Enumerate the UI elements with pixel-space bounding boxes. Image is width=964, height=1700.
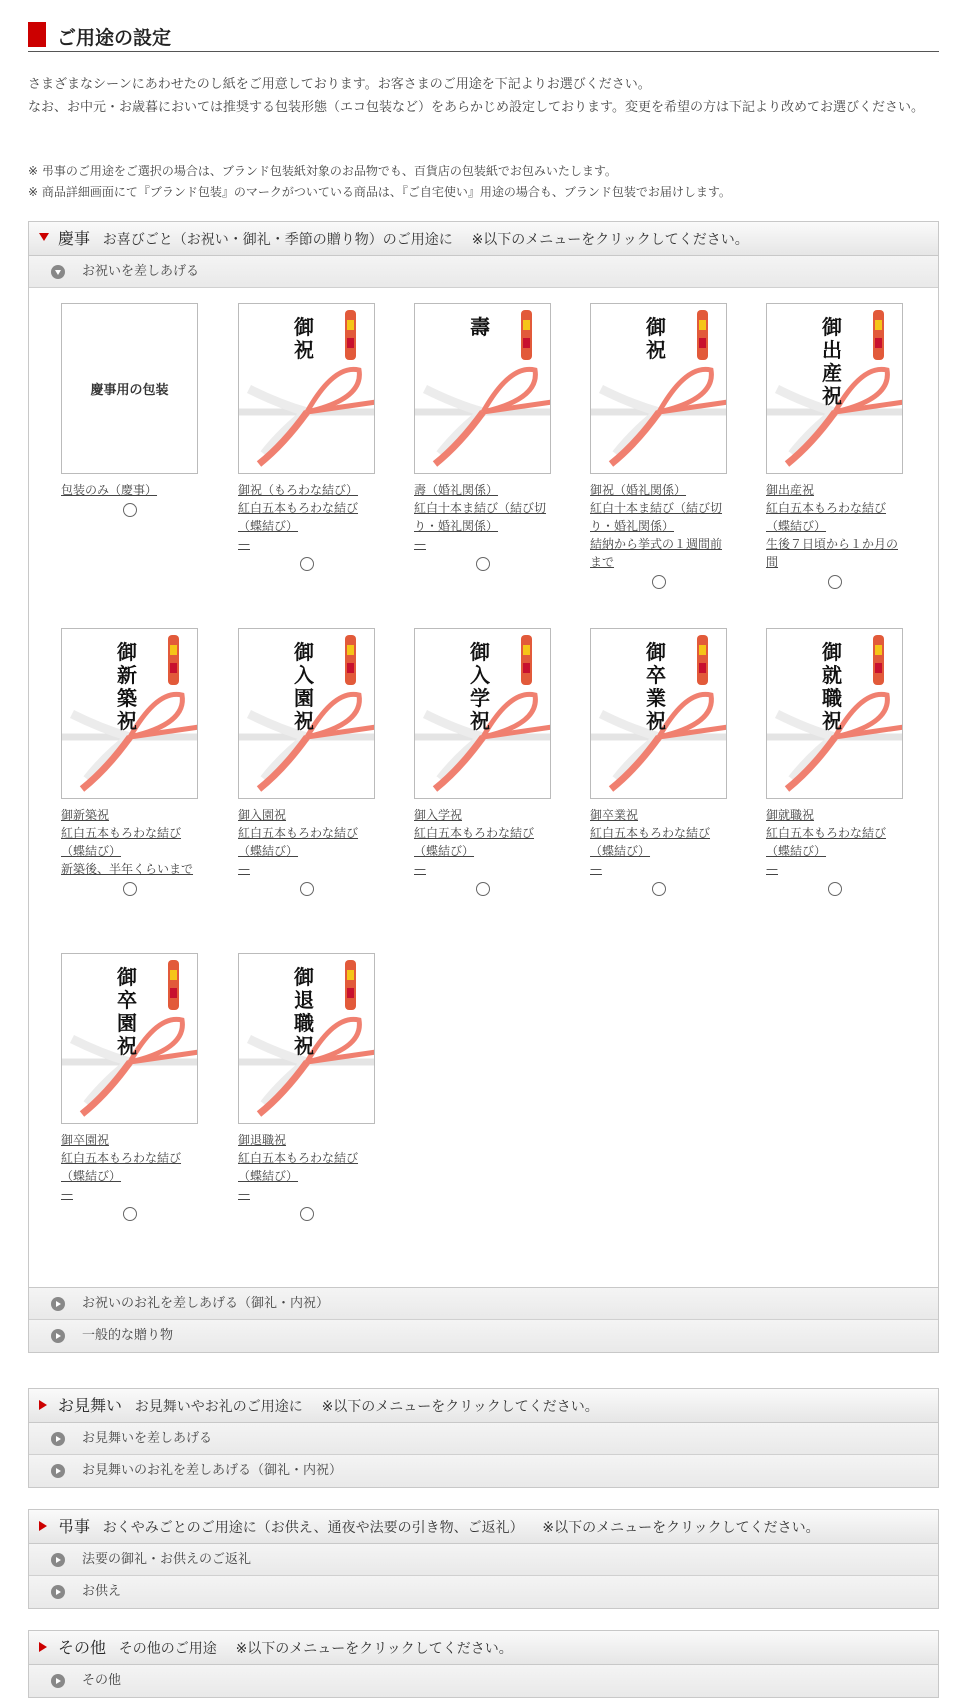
sub-menu-osonae[interactable]: [29, 1576, 938, 1608]
timing-note: 新築後、半年くらいまで: [61, 862, 194, 876]
noshi-omotegaki: 御祝: [294, 315, 314, 362]
noshi-omotegaki: 御入園祝: [294, 640, 314, 733]
timing-note: —: [238, 1187, 250, 1201]
noshi-thumbnail[interactable]: [590, 628, 727, 799]
mizuhiki-link[interactable]: 紅白五本もろわな結び（蝶結び）: [766, 826, 887, 858]
sub-menu-label: お供え: [82, 1584, 122, 1599]
timing-note: —: [238, 537, 250, 551]
noshi-item: [238, 953, 378, 1221]
noshi-thumbnail[interactable]: [766, 303, 903, 474]
noshi-radio[interactable]: [123, 503, 137, 517]
noshi-item: [766, 303, 906, 589]
page-title: ご用途の設定: [57, 27, 172, 49]
expanded-triangle-icon: [39, 233, 49, 241]
noshi-omotegaki: 御祝: [646, 315, 666, 362]
sub-menu-omimai[interactable]: [29, 1423, 938, 1455]
noshi-name-link[interactable]: 御入学祝: [414, 808, 463, 822]
sub-menu-label: 一般的な贈り物: [82, 1328, 174, 1343]
collapsed-triangle-icon: [39, 1400, 47, 1410]
section-category: その他: [58, 1638, 107, 1657]
noshi-name-link[interactable]: 御卒園祝: [61, 1133, 110, 1147]
collapsed-circle-icon: [51, 1674, 65, 1688]
noshi-item: [590, 303, 730, 589]
collapsed-circle-icon: [51, 1297, 65, 1311]
note-1: ※ 弔事のご用途をご選択の場合は、ブランド包装紙対象のお品物でも、百貨店の包装紙でお包みいたします。: [28, 164, 617, 178]
sub-menu-label: お祝いを差しあげる: [82, 264, 200, 279]
timing-note: 生後７日頃から１か月の間: [766, 537, 899, 569]
collapsed-triangle-icon: [39, 1521, 47, 1531]
noshi-item: [414, 303, 554, 571]
timing-note: 結納から挙式の１週間前まで: [590, 537, 723, 569]
section-instruction: ※以下のメニューをクリックしてください。: [321, 1399, 599, 1415]
intro-line-2: なお、お中元・お歳暮においては推奨する包装形態（エコ包装など）をあらかじめ設定しております。変更を希望の方は下記より改めてお選びください。: [28, 100, 924, 115]
noshi-thumbnail[interactable]: [590, 303, 727, 474]
section-header-keiji[interactable]: [29, 222, 938, 256]
timing-note: —: [414, 537, 426, 551]
mizuhiki-link[interactable]: 紅白五本もろわな結び（蝶結び）: [238, 826, 359, 858]
noshi-thumbnail[interactable]: [61, 628, 198, 799]
note-2: ※ 商品詳細画面にて『ブランド包装』のマークがついている商品は、『ご自宅使い』用途の場合も、ブランド包装でお届けします。: [28, 185, 731, 199]
mizuhiki-link[interactable]: 紅白五本もろわな結び（蝶結び）: [414, 826, 535, 858]
timing-note: —: [61, 1187, 73, 1201]
section-sonota: [28, 1630, 939, 1698]
mizuhiki-link[interactable]: 紅白十本ま結び（結び切り・婚礼関係）: [414, 501, 547, 533]
section-desc: お見舞いやお礼のご用途に: [134, 1399, 303, 1415]
noshi-item: [61, 953, 201, 1221]
section-instruction: ※以下のメニューをクリックしてください。: [471, 232, 749, 248]
notes: [28, 161, 939, 203]
noshi-thumbnail[interactable]: [238, 303, 375, 474]
noshi-radio[interactable]: [476, 882, 490, 896]
noshi-item: [238, 628, 378, 896]
section-instruction: ※以下のメニューをクリックしてください。: [235, 1641, 513, 1657]
noshi-thumbnail[interactable]: [61, 303, 198, 474]
mizuhiki-link[interactable]: 紅白五本もろわな結び（蝶結び）: [590, 826, 711, 858]
noshi-radio[interactable]: [300, 557, 314, 571]
noshi-radio[interactable]: [123, 1207, 137, 1221]
sub-menu-label: お祝いのお礼を差しあげる（御礼・内祝）: [82, 1296, 330, 1311]
noshi-thumbnail[interactable]: [766, 628, 903, 799]
noshi-omotegaki: 御卒業祝: [646, 640, 666, 733]
sub-menu-general-gift[interactable]: [29, 1320, 938, 1352]
collapsed-circle-icon: [51, 1432, 65, 1446]
section-keiji: [28, 221, 939, 1353]
noshi-radio[interactable]: [652, 882, 666, 896]
section-instruction: ※以下のメニューをクリックしてください。: [542, 1520, 820, 1536]
noshi-omotegaki: 御卒園祝: [117, 965, 137, 1058]
noshi-thumbnail[interactable]: [414, 628, 551, 799]
noshi-caption: [414, 481, 554, 553]
noshi-caption: [238, 1131, 378, 1203]
collapsed-circle-icon: [51, 1329, 65, 1343]
noshi-omotegaki: 御新築祝: [117, 640, 137, 733]
noshi-thumbnail[interactable]: [61, 953, 198, 1124]
noshi-radio[interactable]: [300, 1207, 314, 1221]
section-header-sonota[interactable]: [29, 1631, 938, 1665]
noshi-caption: [590, 481, 730, 571]
section-omimai: [28, 1388, 939, 1488]
noshi-thumbnail[interactable]: [238, 628, 375, 799]
sub-menu-label: 法要の御礼・お供えのご返礼: [82, 1552, 252, 1567]
noshi-caption: [238, 806, 378, 878]
mizuhiki-link[interactable]: 紅白五本もろわな結び（蝶結び）: [61, 1151, 182, 1183]
noshi-name-link[interactable]: 御卒業祝: [590, 808, 639, 822]
mizuhiki-link[interactable]: 紅白五本もろわな結び（蝶結び）: [766, 501, 887, 533]
noshi-name-link[interactable]: 御出産祝: [766, 483, 815, 497]
sub-menu-label: その他: [82, 1673, 122, 1688]
noshi-caption: [766, 806, 906, 878]
noshi-radio[interactable]: [123, 882, 137, 896]
noshi-omotegaki: 壽: [470, 315, 490, 339]
noshi-omotegaki: 御就職祝: [822, 640, 842, 733]
plain-wrap-label: 慶事用の包装: [90, 383, 169, 398]
noshi-item: [590, 628, 730, 896]
section-desc: おくやみごとのご用途に（お供え、通夜や法要の引き物、ご返礼）: [102, 1520, 524, 1536]
noshi-name-link[interactable]: 壽（婚礼関係）: [414, 483, 499, 497]
noshi-radio[interactable]: [300, 882, 314, 896]
collapsed-circle-icon: [51, 1464, 65, 1478]
noshi-name-link[interactable]: 御就職祝: [766, 808, 815, 822]
intro-text: [28, 73, 939, 119]
timing-note: —: [590, 862, 602, 876]
page-header: [28, 22, 939, 52]
noshi-caption: [766, 481, 906, 571]
section-choji: [28, 1509, 939, 1609]
noshi-caption: [61, 1131, 201, 1203]
section-desc: お喜びごと（お祝い・御礼・季節の贈り物）のご用途に: [102, 232, 453, 248]
mizuhiki-link[interactable]: 紅白五本もろわな結び（蝶結び）: [61, 826, 182, 858]
noshi-caption: [61, 481, 201, 499]
noshi-name-link[interactable]: 御祝（もろわな結び）: [238, 483, 359, 497]
sub-menu-label: お見舞いを差しあげる: [82, 1431, 213, 1446]
collapsed-triangle-icon: [39, 1642, 47, 1652]
expanded-circle-icon: [51, 265, 65, 279]
noshi-grid: [29, 288, 938, 1288]
timing-note: —: [238, 862, 250, 876]
collapsed-circle-icon: [51, 1585, 65, 1599]
noshi-name-link[interactable]: 包装のみ（慶事）: [61, 483, 158, 497]
sub-menu-label: お見舞いのお礼を差しあげる（御礼・内祝）: [82, 1463, 343, 1478]
noshi-radio[interactable]: [476, 557, 490, 571]
sub-menu-oiwai[interactable]: [29, 256, 938, 288]
noshi-item: [61, 628, 201, 896]
collapsed-circle-icon: [51, 1553, 65, 1567]
noshi-thumbnail[interactable]: [414, 303, 551, 474]
intro-line-1: さまざまなシーンにあわせたのし紙をご用意しております。お客さまのご用途を下記よりお選びください。: [28, 77, 651, 92]
sub-menu-omimai-orei[interactable]: [29, 1455, 938, 1487]
section-category: 弔事: [58, 1517, 91, 1536]
noshi-thumbnail[interactable]: [238, 953, 375, 1124]
section-category: お見舞い: [58, 1396, 123, 1415]
section-category: 慶事: [58, 229, 91, 248]
sub-menu-sonota[interactable]: [29, 1665, 938, 1697]
header-accent-bar: [28, 22, 46, 47]
section-header-omimai[interactable]: [29, 1389, 938, 1423]
noshi-name-link[interactable]: 御祝（婚礼関係）: [590, 483, 687, 497]
noshi-name-link[interactable]: 御退職祝: [238, 1133, 287, 1147]
noshi-item: [238, 303, 378, 571]
section-header-choji[interactable]: [29, 1510, 938, 1544]
mizuhiki-link[interactable]: 紅白五本もろわな結び（蝶結び）: [238, 501, 359, 533]
noshi-omotegaki: 御出産祝: [822, 315, 842, 408]
noshi-item: [766, 628, 906, 896]
noshi-item: [414, 628, 554, 896]
noshi-caption: [414, 806, 554, 878]
timing-note: —: [414, 862, 426, 876]
mizuhiki-link[interactable]: 紅白五本もろわな結び（蝶結び）: [238, 1151, 359, 1183]
sub-menu-hoyo-orei[interactable]: [29, 1544, 938, 1576]
noshi-radio[interactable]: [652, 575, 666, 589]
noshi-omotegaki: 御入学祝: [470, 640, 490, 733]
noshi-name-link[interactable]: 御入園祝: [238, 808, 287, 822]
noshi-caption: [61, 806, 201, 878]
noshi-caption: [590, 806, 730, 878]
section-desc: その他のご用途: [118, 1641, 217, 1657]
mizuhiki-link[interactable]: 紅白十本ま結び（結び切り・婚礼関係）: [590, 501, 723, 533]
noshi-caption: [238, 481, 378, 553]
noshi-item: [61, 303, 201, 517]
timing-note: —: [766, 862, 778, 876]
noshi-radio[interactable]: [828, 882, 842, 896]
sub-menu-oiwai-orei[interactable]: [29, 1288, 938, 1320]
noshi-name-link[interactable]: 御新築祝: [61, 808, 110, 822]
noshi-omotegaki: 御退職祝: [294, 965, 314, 1058]
noshi-radio[interactable]: [828, 575, 842, 589]
